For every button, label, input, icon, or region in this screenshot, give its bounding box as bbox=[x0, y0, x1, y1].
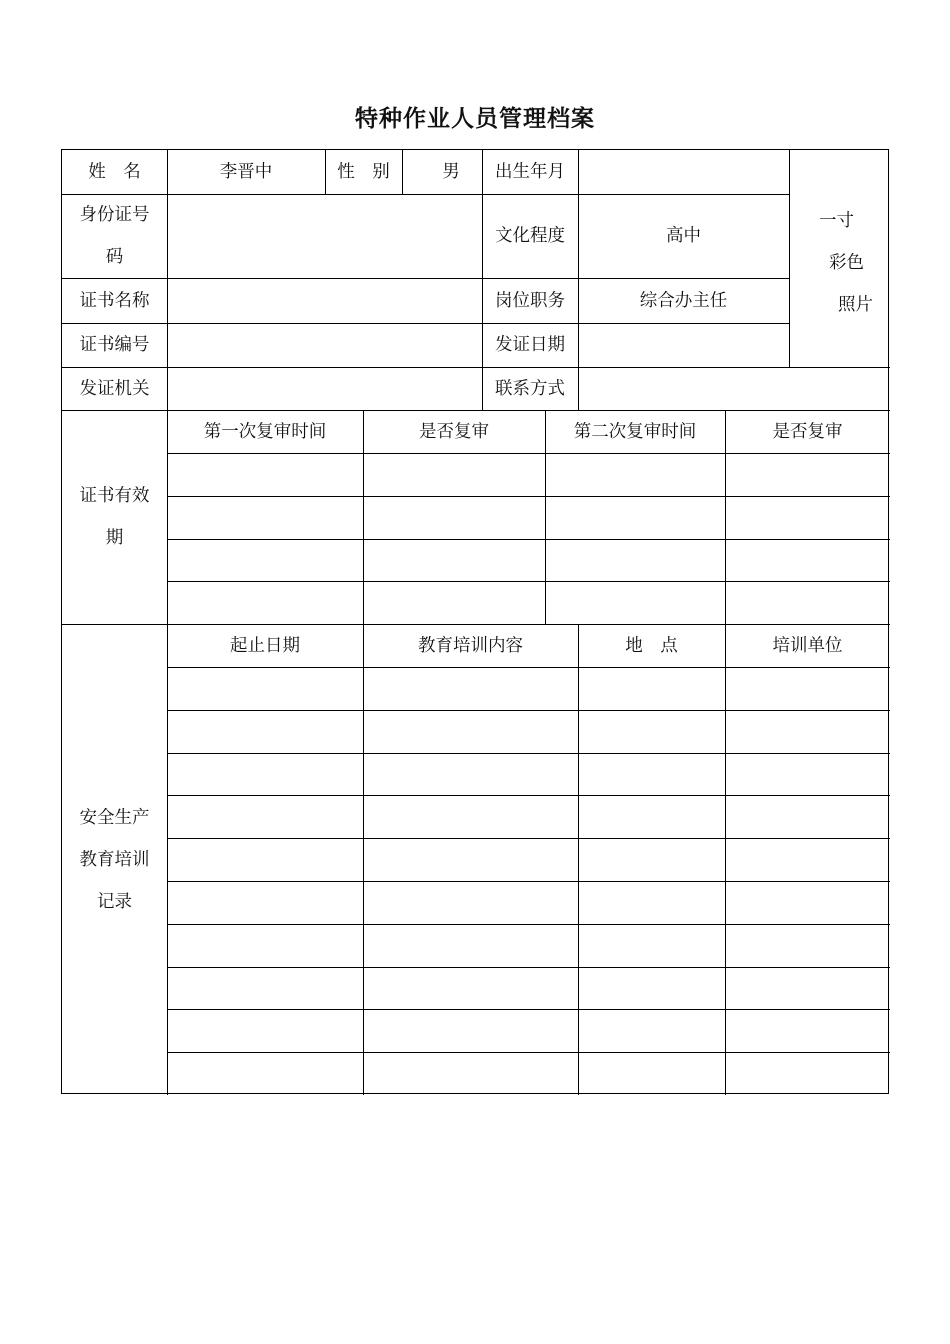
issuer-value[interactable] bbox=[167, 367, 482, 410]
validity-section-label bbox=[62, 410, 167, 624]
table-cell[interactable] bbox=[725, 539, 890, 582]
cert-name-label: 证书名称 bbox=[79, 290, 150, 311]
issue-date-value[interactable] bbox=[578, 323, 789, 367]
table-cell[interactable] bbox=[363, 924, 578, 967]
table-cell[interactable] bbox=[167, 453, 363, 496]
table-cell[interactable] bbox=[545, 496, 725, 539]
table-cell[interactable] bbox=[167, 1009, 363, 1052]
table-cell[interactable] bbox=[363, 967, 578, 1010]
education-label: 文化程度 bbox=[495, 226, 565, 246]
table-cell[interactable] bbox=[363, 838, 578, 881]
table-cell[interactable] bbox=[167, 753, 363, 796]
table-cell[interactable] bbox=[545, 453, 725, 496]
table-cell[interactable] bbox=[363, 753, 578, 796]
table-cell[interactable] bbox=[725, 1052, 890, 1095]
table-cell[interactable] bbox=[725, 795, 890, 838]
table-cell[interactable] bbox=[725, 753, 890, 796]
education-value[interactable]: 高中 bbox=[666, 226, 701, 246]
photo-placeholder bbox=[789, 194, 890, 322]
table-cell[interactable] bbox=[578, 924, 725, 967]
table-cell[interactable] bbox=[363, 581, 545, 624]
id-label-line1: 身份证号 bbox=[79, 205, 150, 225]
table-cell[interactable] bbox=[167, 881, 363, 924]
table-cell[interactable] bbox=[363, 710, 578, 753]
table-cell[interactable] bbox=[363, 1052, 578, 1095]
table-cell[interactable] bbox=[363, 667, 578, 710]
table-cell[interactable] bbox=[578, 795, 725, 838]
table-cell[interactable] bbox=[363, 795, 578, 838]
table-cell[interactable] bbox=[725, 496, 890, 539]
table-cell[interactable] bbox=[725, 1009, 890, 1052]
table-cell[interactable] bbox=[167, 667, 363, 710]
table-cell[interactable] bbox=[363, 453, 545, 496]
table-cell[interactable] bbox=[167, 838, 363, 881]
column-header: 第一次复审时间 bbox=[203, 421, 327, 442]
table-cell[interactable] bbox=[167, 710, 363, 753]
table-cell[interactable] bbox=[578, 1052, 725, 1095]
position-label: 岗位职务 bbox=[495, 290, 565, 311]
table-cell[interactable] bbox=[725, 667, 890, 710]
table-cell[interactable] bbox=[725, 881, 890, 924]
column-header: 培训单位 bbox=[772, 635, 843, 656]
id-number-value[interactable] bbox=[167, 194, 482, 278]
issuer-label: 发证机关 bbox=[79, 378, 150, 399]
table-cell[interactable] bbox=[578, 838, 725, 881]
column-header: 起止日期 bbox=[230, 635, 300, 656]
personnel-record-form bbox=[61, 149, 889, 1094]
id-number-label bbox=[62, 194, 167, 278]
table-cell[interactable] bbox=[167, 924, 363, 967]
photo-text-line2: 彩色 bbox=[829, 253, 864, 273]
column-header: 是否复审 bbox=[419, 421, 489, 442]
table-cell[interactable] bbox=[578, 753, 725, 796]
table-cell[interactable] bbox=[167, 496, 363, 539]
position-value[interactable]: 综合办主任 bbox=[639, 290, 728, 311]
table-cell[interactable] bbox=[167, 795, 363, 838]
table-cell[interactable] bbox=[578, 667, 725, 710]
column-header: 是否复审 bbox=[772, 421, 843, 442]
table-cell[interactable] bbox=[167, 1052, 363, 1095]
table-cell[interactable] bbox=[725, 924, 890, 967]
table-cell[interactable] bbox=[167, 967, 363, 1010]
column-header: 地 点 bbox=[625, 635, 678, 656]
name-label: 姓 名 bbox=[88, 162, 141, 182]
training-label-line3: 记录 bbox=[97, 891, 132, 912]
birth-value[interactable] bbox=[578, 150, 789, 194]
cert-number-label: 证书编号 bbox=[79, 335, 150, 355]
column-header: 教育培训内容 bbox=[418, 635, 523, 656]
table-cell[interactable] bbox=[167, 581, 363, 624]
photo-text-line1: 一寸 bbox=[819, 211, 854, 231]
photo-text-line3: 照片 bbox=[838, 295, 873, 315]
training-section-label bbox=[62, 624, 167, 1095]
table-cell[interactable] bbox=[167, 539, 363, 582]
table-cell[interactable] bbox=[725, 453, 890, 496]
page-title: 特种作业人员管理档案 bbox=[355, 105, 595, 132]
training-label-line2: 教育培训 bbox=[79, 849, 150, 870]
table-cell[interactable] bbox=[725, 581, 890, 624]
birth-label: 出生年月 bbox=[495, 162, 565, 182]
issue-date-label: 发证日期 bbox=[495, 335, 565, 355]
table-cell[interactable] bbox=[725, 710, 890, 753]
id-label-line2: 码 bbox=[105, 247, 124, 267]
table-cell[interactable] bbox=[578, 881, 725, 924]
validity-label-line2: 期 bbox=[105, 528, 124, 548]
table-cell[interactable] bbox=[363, 1009, 578, 1052]
contact-label: 联系方式 bbox=[495, 378, 565, 399]
table-cell[interactable] bbox=[363, 496, 545, 539]
gender-value[interactable]: 男 bbox=[442, 162, 460, 182]
training-label-line1: 安全生产 bbox=[79, 807, 150, 828]
validity-label-line1: 证书有效 bbox=[79, 486, 150, 506]
table-cell[interactable] bbox=[725, 838, 890, 881]
table-cell[interactable] bbox=[363, 881, 578, 924]
table-cell[interactable] bbox=[363, 539, 545, 582]
name-value[interactable]: 李晋中 bbox=[219, 162, 273, 182]
table-cell[interactable] bbox=[578, 710, 725, 753]
cert-name-value[interactable] bbox=[167, 278, 482, 323]
table-cell[interactable] bbox=[545, 539, 725, 582]
column-header: 第二次复审时间 bbox=[573, 421, 697, 442]
table-cell[interactable] bbox=[545, 581, 725, 624]
gender-label: 性 别 bbox=[337, 162, 390, 182]
table-cell[interactable] bbox=[725, 967, 890, 1010]
table-cell[interactable] bbox=[578, 1009, 725, 1052]
cert-number-value[interactable] bbox=[167, 323, 482, 367]
table-cell[interactable] bbox=[578, 967, 725, 1010]
contact-value[interactable] bbox=[578, 367, 890, 410]
